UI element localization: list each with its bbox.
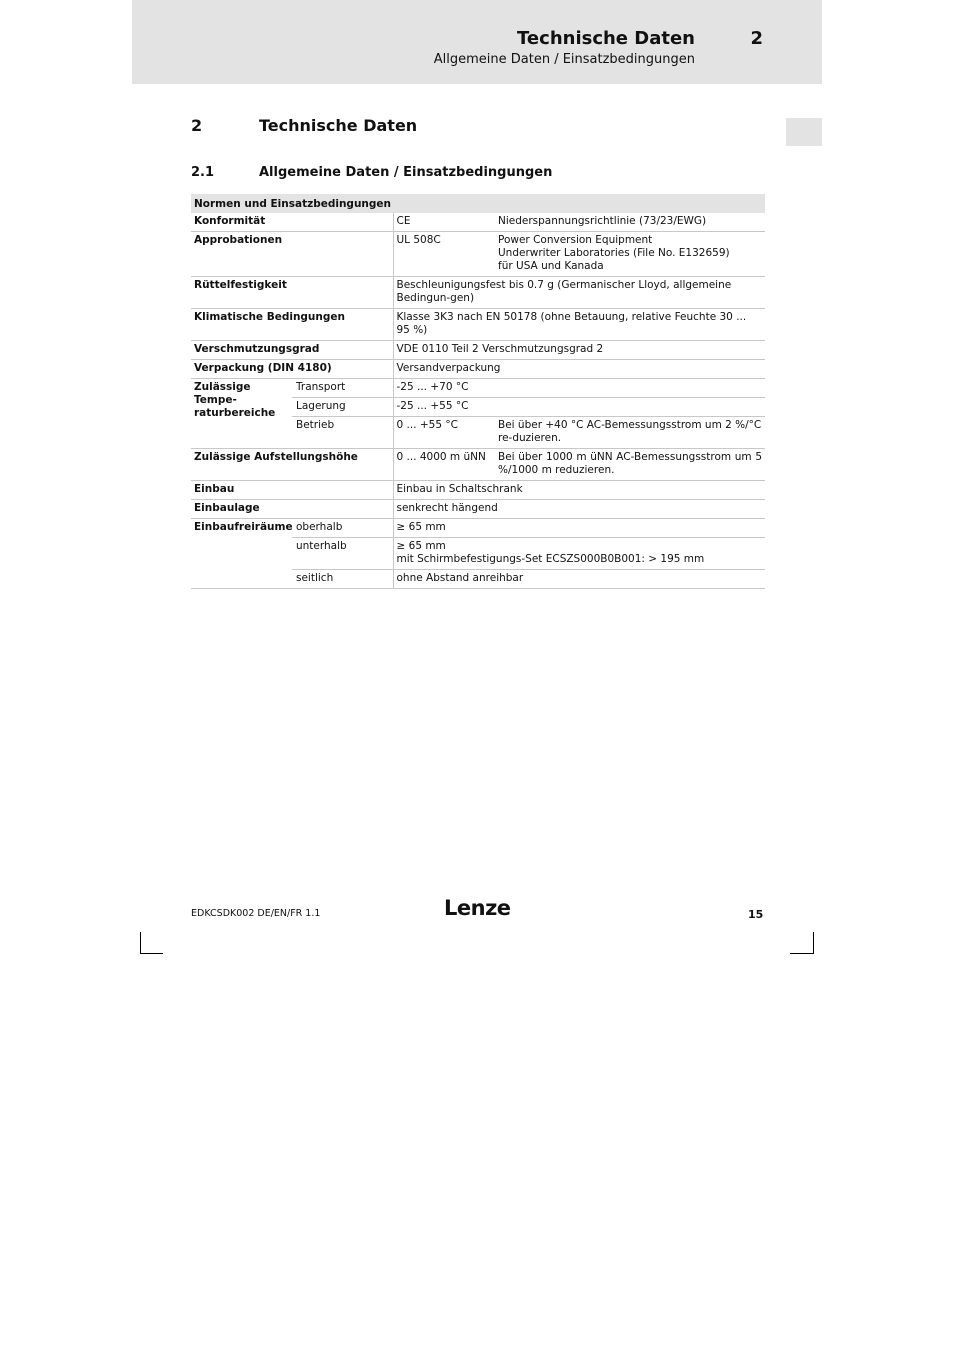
table-heading: Normen und Einsatzbedingungen	[191, 194, 765, 213]
section-number: 2	[191, 116, 203, 135]
row-value: 0 ... +55 °C	[393, 417, 495, 449]
value-line: mit Schirmbefestigungs-Set ECSZS000B0B001: > 195 mm	[396, 553, 705, 565]
row-label: Verschmutzungsgrad	[191, 341, 393, 360]
row-label: Approbationen	[191, 232, 393, 277]
table-row	[191, 360, 765, 379]
footer-document-id: EDKCSDK002 DE/EN/FR 1.1	[191, 908, 321, 919]
table-row	[191, 341, 765, 360]
row-value: senkrecht hängend	[393, 500, 765, 519]
value-line: für USA und Kanada	[498, 260, 604, 272]
row-value	[495, 232, 765, 277]
row-label: Klimatische Bedingungen	[191, 309, 393, 341]
row-sublabel: seitlich	[292, 570, 393, 589]
table-row	[191, 232, 765, 277]
table-header-row	[191, 194, 765, 213]
row-label: Einbaufreiräume	[191, 519, 292, 589]
subsection-title: Allgemeine Daten / Einsatzbedingungen	[259, 165, 553, 180]
row-key: CE	[393, 213, 495, 232]
row-value: 0 ... 4000 m üNN	[393, 449, 495, 481]
row-value: Niederspannungsrichtlinie (73/23/EWG)	[495, 213, 765, 232]
table-row	[191, 379, 765, 398]
row-sublabel: unterhalb	[292, 538, 393, 570]
row-value: Beschleunigungsfest bis 0.7 g (Germanischer Lloyd, allgemeine Bedingun-gen)	[393, 277, 765, 309]
row-value	[393, 538, 765, 570]
row-label: Konformität	[191, 213, 393, 232]
row-label: Rüttelfestigkeit	[191, 277, 393, 309]
row-label: Verpackung (DIN 4180)	[191, 360, 393, 379]
row-sublabel: oberhalb	[292, 519, 393, 538]
table-row	[191, 500, 765, 519]
value-line: Underwriter Laboratories (File No. E132659)	[498, 247, 730, 259]
row-value: Einbau in Schaltschrank	[393, 481, 765, 500]
row-label: Einbaulage	[191, 500, 393, 519]
row-key: UL 508C	[393, 232, 495, 277]
row-note: Bei über +40 °C AC-Bemessungsstrom um 2 %/°C re-duzieren.	[495, 417, 765, 449]
table-row	[191, 277, 765, 309]
crop-mark-right-vertical	[813, 932, 814, 954]
table-row	[191, 449, 765, 481]
table-row	[191, 519, 765, 538]
value-line: ≥ 65 mm	[396, 540, 446, 552]
row-label: Einbau	[191, 481, 393, 500]
table-row	[191, 213, 765, 232]
crop-mark-right-horizontal	[790, 953, 814, 954]
row-value: Klasse 3K3 nach EN 50178 (ohne Betauung, relative Feuchte 30 ... 95 %)	[393, 309, 765, 341]
spec-table	[191, 194, 765, 589]
header-chapter-number: 2	[750, 28, 763, 49]
crop-mark-left-horizontal	[140, 953, 163, 954]
row-value: VDE 0110 Teil 2 Verschmutzungsgrad 2	[393, 341, 765, 360]
row-label: Zulässige Tempe-raturbereiche	[191, 379, 292, 449]
row-value: -25 ... +70 °C	[393, 379, 765, 398]
row-label: Zulässige Aufstellungshöhe	[191, 449, 393, 481]
row-value: -25 ... +55 °C	[393, 398, 765, 417]
section-title: Technische Daten	[259, 116, 418, 135]
chapter-thumb-tab	[786, 118, 822, 146]
header-subtitle: Allgemeine Daten / Einsatzbedingungen	[433, 52, 695, 67]
row-value: ohne Abstand anreihbar	[393, 570, 765, 589]
value-line: Power Conversion Equipment	[498, 234, 653, 246]
row-sublabel: Lagerung	[292, 398, 393, 417]
header-title: Technische Daten	[517, 28, 695, 49]
subsection-number: 2.1	[191, 165, 215, 180]
table-row	[191, 481, 765, 500]
row-sublabel: Transport	[292, 379, 393, 398]
page-header-band	[132, 0, 822, 84]
table-row	[191, 309, 765, 341]
crop-mark-left-vertical	[140, 932, 141, 954]
row-sublabel: Betrieb	[292, 417, 393, 449]
row-note: Bei über 1000 m üNN AC-Bemessungsstrom um 5 %/1000 m reduzieren.	[495, 449, 765, 481]
lenze-logo: Lenze	[444, 896, 511, 920]
page-number: 15	[748, 908, 764, 921]
row-value: ≥ 65 mm	[393, 519, 765, 538]
row-value: Versandverpackung	[393, 360, 765, 379]
